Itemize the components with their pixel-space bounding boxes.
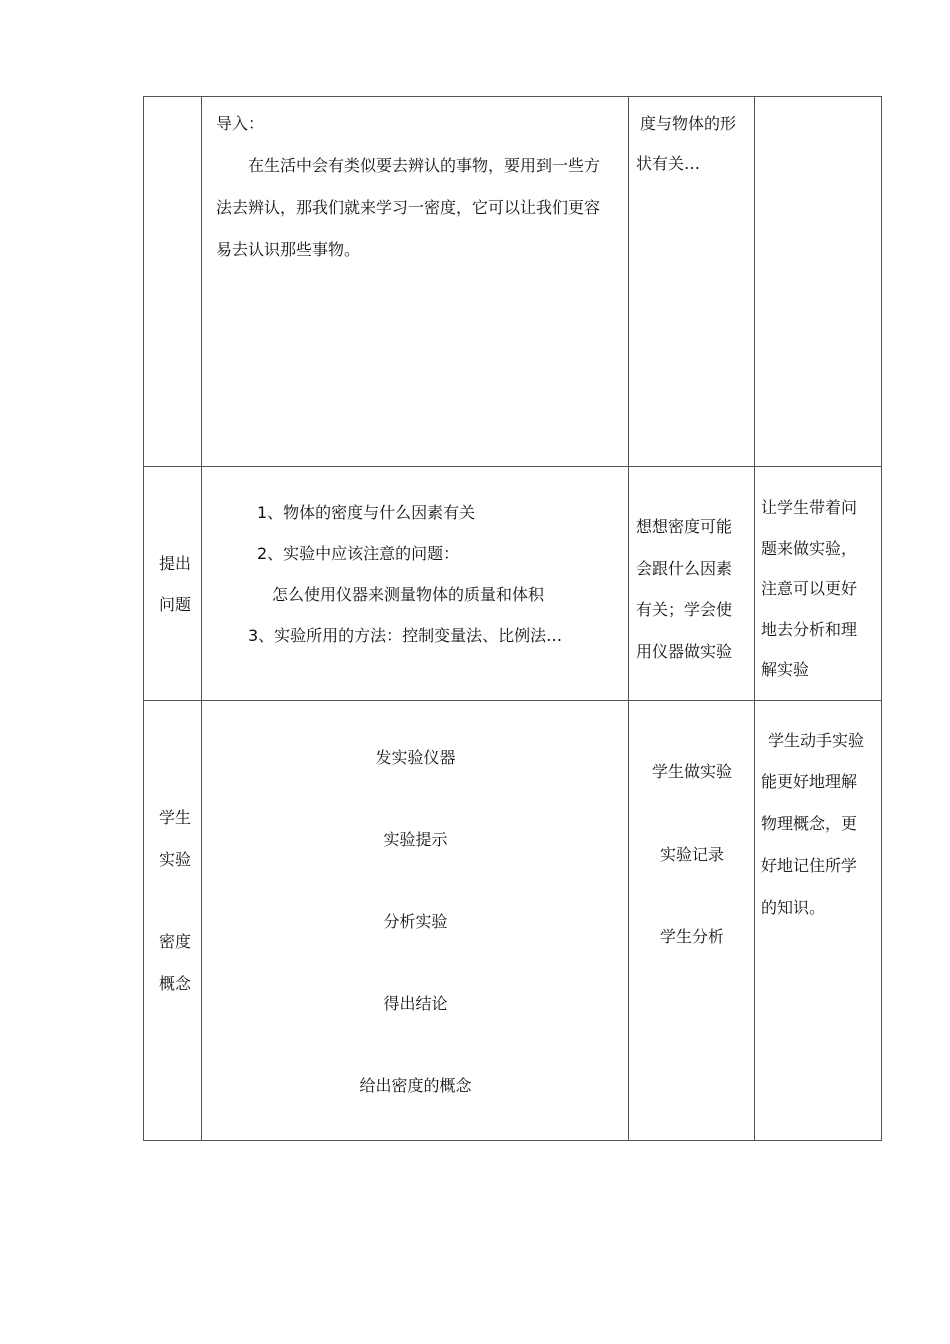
row3-intent-line-1: 学生动手实验 (768, 731, 865, 750)
question-2: 2、实验中应该注意的问题： (257, 544, 460, 563)
intro-label: 导入： (216, 114, 265, 133)
row3-intent-line-2: 能更好地理解 (761, 772, 858, 791)
intro-line-2: 法去辨认，那我们就来学习一密度，它可以让我们更容 (216, 198, 601, 217)
step-distribute-equipment: 发实验仪器 (375, 748, 456, 767)
row2-activity-line-2: 会跟什么因素 (636, 559, 733, 578)
col-divider-3 (754, 96, 755, 1141)
row3-stage-line-3: 密度 (159, 932, 192, 951)
row3-activity-record: 实验记录 (659, 845, 724, 864)
row3-activity-analyze: 学生分析 (659, 927, 724, 946)
row2-intent-line-1: 让学生带着问 (761, 498, 858, 517)
row3-activity-do-experiment: 学生做实验 (651, 762, 732, 781)
row3-stage-line-4: 概念 (159, 974, 192, 993)
row2-stage-line-2: 问题 (159, 595, 192, 614)
step-analyze-experiment: 分析实验 (383, 912, 448, 931)
col-divider-1 (201, 96, 202, 1141)
row1-activity-line-1: 度与物体的形 (640, 114, 737, 133)
row3-intent-line-3: 物理概念，更 (761, 814, 858, 833)
table-border-left (143, 96, 144, 1141)
row2-intent-line-3: 注意可以更好 (761, 579, 858, 598)
table-border-right (881, 96, 882, 1141)
question-2-detail: 怎么使用仪器来测量物体的质量和体积 (272, 585, 545, 604)
row2-intent-line-2: 题来做实验， (761, 539, 858, 558)
intro-line-1: 在生活中会有类似要去辨认的事物，要用到一些方 (248, 156, 601, 175)
row2-stage-line-1: 提出 (159, 554, 192, 573)
row2-intent-line-4: 地去分析和理 (761, 620, 858, 639)
row-divider-1 (143, 466, 882, 467)
question-3: 3、实验所用的方法：控制变量法、比例法… (248, 626, 563, 645)
col-divider-2 (628, 96, 629, 1141)
question-1: 1、物体的密度与什么因素有关 (257, 503, 476, 522)
row3-intent-line-5: 的知识。 (761, 898, 826, 917)
row2-activity-line-3: 有关；学会使 (636, 600, 733, 619)
intro-line-3: 易去认识那些事物。 (216, 240, 361, 259)
row2-activity-line-4: 用仪器做实验 (636, 642, 733, 661)
step-give-density-concept: 给出密度的概念 (359, 1076, 472, 1095)
step-experiment-hints: 实验提示 (383, 830, 448, 849)
row3-intent-line-4: 好地记住所学 (761, 856, 858, 875)
row2-activity-line-1: 想想密度可能 (636, 517, 733, 536)
row-divider-2 (143, 700, 882, 701)
row1-activity-line-2: 状有关… (636, 154, 701, 173)
step-draw-conclusion: 得出结论 (383, 994, 448, 1013)
row3-stage-line-2: 实验 (159, 850, 192, 869)
row3-stage-line-1: 学生 (159, 808, 192, 827)
table-border-top (143, 96, 882, 97)
row2-intent-line-5: 解实验 (761, 660, 810, 679)
table-border-bottom (143, 1140, 882, 1141)
